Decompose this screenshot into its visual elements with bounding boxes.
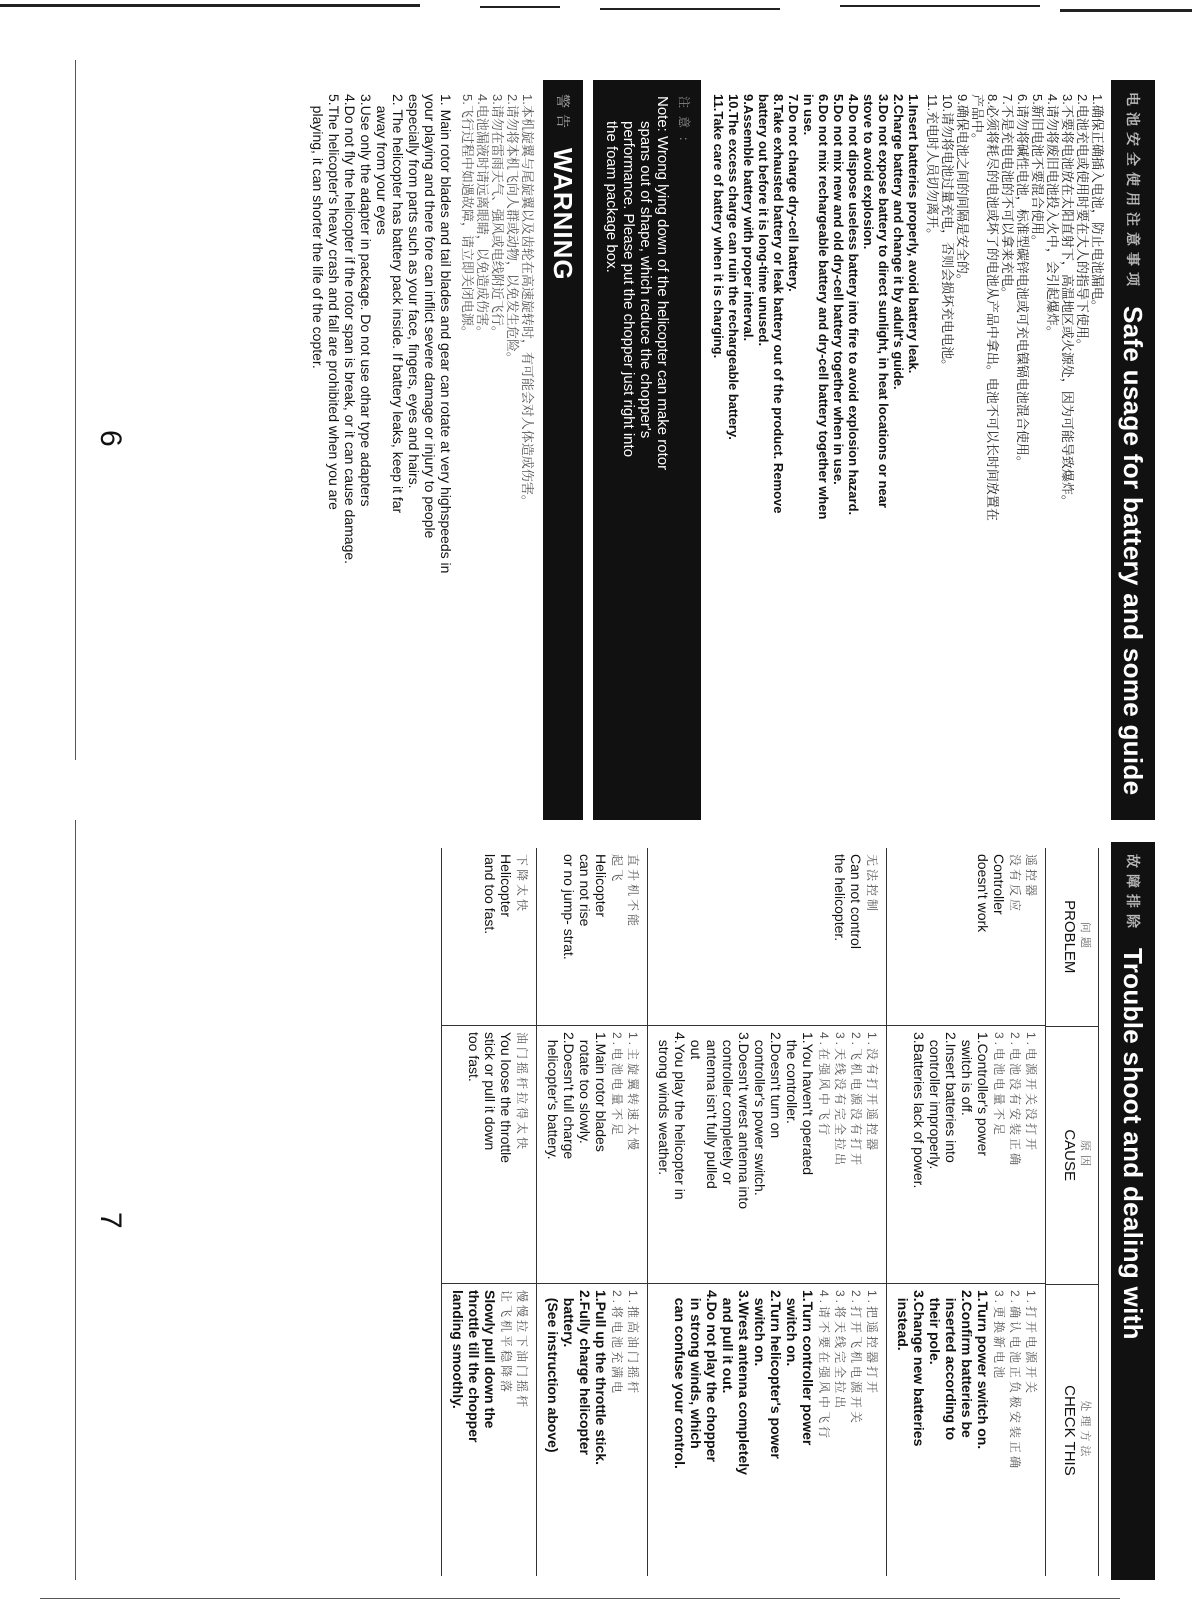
cell-line: out [688,1032,704,1060]
banner-cn-title: 故障排除 [1125,854,1141,934]
cell-line: 1.Turn controller power [800,1290,816,1446]
list-item: 3.请勿在雷雨天气、强风或电线附近飞行。 [490,94,505,339]
list-item: 8.Take exhausted battery or leak battery out of the product. Remove [771,94,786,514]
troubleshoot-banner [1111,842,1155,1580]
cell-line: 3.天线没有完全拉出 [833,1032,847,1169]
cell-line: 1.You haven't operated [800,1032,816,1176]
table-row [886,848,1045,1576]
list-item: 5.Do not mix new and old dry-cell battery together when in use. [831,94,846,485]
page-6 [65,80,1155,820]
cell-line: controller's power switch. [752,1032,768,1196]
cell-line: switch on. [752,1290,768,1367]
list-item: especially from parts such as your face, fingers, eyes and hairs. [406,94,422,489]
cell-line: 2.电池电量不足 [610,1032,624,1139]
troubleshoot-table [441,848,1099,1576]
list-item: stove to avoid explosion. [861,94,876,250]
cell-line: 2.确认电池正负极安装正确 [1008,1290,1022,1472]
list-item: 5.新旧电池不要混合使用。 [1030,94,1045,248]
cell-line: antenna isn't fully pulled [704,1032,720,1189]
cell-line: controller completely or [720,1032,736,1185]
cell-line: 2.Doesn't full charge [561,1032,577,1160]
cell-line: throttle till the chopper [466,1290,482,1443]
list-item: 11.充电时人员切勿离开。 [925,94,940,242]
cell-line: 2.Fully charge helicopter [577,1290,593,1455]
cell-problem [648,848,886,1026]
note-line: the foam package box. [603,96,620,273]
list-item: 2. The helicopter has battery pack inside. If battery leaks, keep it far [390,94,406,514]
banner-title: Safe usage for battery and some guide [1118,306,1149,796]
cell-line: 3.Change new batteries [911,1290,927,1447]
cell-line: 1.Turn power switch on. [975,1290,991,1450]
cell-cause [442,1026,536,1284]
warning-cn-label: 警告 [555,94,571,134]
note-cn-label: 注意： [677,96,691,157]
list-item: 10.The excess charge can ruin the rechargeable battery. [726,94,741,440]
cell-line: 1.电源开关没打开 [1024,1032,1038,1154]
list-item: 2.请勿将本机飞向人群或动物，以免发生危险。 [505,94,520,365]
list-item: battery out before it is long-time unused. [756,94,771,347]
table-row [647,848,886,1576]
cell-line: 1.推高油门摇杆 [626,1290,640,1397]
cell-line: 3.电池电量不足 [992,1032,1006,1139]
page-7 [65,842,1155,1580]
list-item: 4.请勿将废旧电池投入火中，会引起爆炸。 [1045,94,1060,339]
list-item: 6.请勿将碱性电池，标准型碳锌电池或可充电镍镉电池混合使用。 [1015,94,1030,469]
table-row [536,848,647,1576]
cell-line: their pole. [927,1290,943,1365]
cell-line: 1.Main rotor blades [593,1032,609,1152]
list-item: 2.Charge battery and change it by adult's guide. [891,94,906,390]
page-number: 7 [94,1212,127,1229]
list-item: 3.Use only the adapter in package. Do not use othar type adapters [358,94,374,507]
banner-title: Trouble shoot and dealing with [1118,948,1149,1340]
table-header [1045,848,1098,1576]
cell-line: You loose the throttle [498,1032,514,1164]
cell-check [887,1284,1045,1576]
cell-problem [537,848,647,1026]
header-cn: 原因 [1079,1140,1091,1171]
cell-line: 4.You play the helicopter in [672,1032,688,1200]
list-item: 4.电池漏液时请远离眼睛，以免造成伤害。 [475,94,490,339]
cell-line: 2.Insert batteries into [943,1032,959,1163]
cell-line: 3.Doesn't wrest antenna into [736,1032,752,1210]
cell-line: (See instruction above) [545,1290,561,1453]
cell-line: in strong winds, which [688,1290,704,1449]
cell-line: 让飞机平稳降落 [499,1290,513,1396]
cell-line: 2.飞机电源没有打开 [849,1032,863,1169]
list-item: 1.确保正确插入电池，防止电池漏电。 [1090,94,1105,313]
list-item: 8.必须将耗尽的电池或坏了的电池从产品中拿出。电池不可以长时间放置在 [985,94,1000,521]
list-item: 5.飞行过程中如遇故障，请立即关闭电源。 [460,94,475,339]
cell-line: helicopter's battery. [545,1032,561,1160]
cell-check [648,1284,886,1576]
list-item: 4.Do not dispose useless battery into fire to avoid explosion hazard. [846,94,861,516]
cell-line: instead. [895,1290,911,1351]
cell-line: can not rise [577,854,593,927]
cell-line: 3.Batteries lack of power. [911,1032,927,1189]
list-item: 10.请勿将电池过量充电，否则会损坏充电电池。 [940,94,955,373]
cell-check [537,1284,647,1576]
cell-line: too fast. [466,1032,482,1082]
header-cn: 问题 [1079,921,1091,952]
cell-line: controller improperly. [927,1032,943,1170]
cn-battery-list [925,94,1105,810]
cell-cause [537,1026,647,1284]
battery-safety-banner [1111,80,1155,820]
cell-line: Controller [991,854,1007,915]
list-item: 3.不要将电池放在太阳直射下，高温地区或火源处，因为可能导致爆炸。 [1060,94,1075,508]
cell-line: stick or pull it down [482,1032,498,1151]
banner-cn-title: 电池安全使用注意事项 [1125,92,1141,292]
cell-line: 慢慢拉下油门摇杆 [515,1290,529,1411]
cell-line: switch on. [784,1290,800,1367]
note-line: Note: Wrong lying down of the helicopter can make rotor [654,96,671,471]
note-line: spans out of shape, which reduce the chopper's [637,96,654,439]
scan-top-edge [0,0,1192,14]
list-item: playing, it can shorter the life of the copter. [310,94,326,369]
cell-line: and pull it out. [720,1290,736,1394]
list-item: 1.本机旋翼与尾旋翼以及齿轮在高速旋转时，有可能会对人体造成伤害。 [520,94,535,508]
cell-line: 3.Wrest antenna completely [736,1290,752,1475]
list-item: away from your eyes [374,94,390,235]
cell-line: 4.请不要在强风中飞行 [817,1290,831,1442]
cell-line: 1.没有打开遥控器 [865,1032,879,1154]
cell-line: battery. [561,1290,577,1348]
cell-line: Slowly pull down the [482,1290,498,1429]
cell-line: 2.打开飞机电源开关 [849,1290,863,1427]
cell-line: Can not control [848,854,864,949]
cell-line: 2.Doesn't turn on [768,1032,784,1139]
cell-line: 3.更换新电池 [992,1290,1006,1382]
cell-line: 没有反应 [1008,854,1022,915]
cell-line: 4.在强风中飞行 [817,1032,831,1139]
cell-cause [648,1026,886,1284]
cell-line: 2.Turn helicopter's power [768,1290,784,1459]
cell-line: land too fast. [482,854,498,935]
header-cn: 处理方法 [1079,1400,1091,1461]
cell-problem [442,848,536,1026]
cell-line: doesn't work [975,854,991,933]
rotated-manual-spread [65,80,1155,1580]
cell-line: 1.Pull up the throttle stick. [593,1290,609,1466]
cell-line: 1.把遥控器打开 [865,1290,879,1397]
cell-line: Helicopter [593,854,609,918]
cell-line: inserted according to [943,1290,959,1441]
cn-warning-list [460,94,535,810]
header-check [1046,1285,1098,1576]
cell-line: the helicopter. [832,854,848,942]
cell-line: 起飞 [610,854,624,885]
header-label: PROBLEM [1061,900,1078,974]
cell-problem [887,848,1045,1026]
header-label: CHECK THIS [1061,1385,1078,1476]
page-number: 6 [94,430,127,447]
cell-line: 4.Do not play the chopper [704,1290,720,1462]
cell-line: 遥控器 [1024,854,1038,900]
list-item: 产品中。 [970,94,985,147]
cell-line: 2.将电池充满电 [610,1290,624,1397]
cell-line: 1.Controller's power [975,1032,991,1157]
cell-line: 油门摇杆拉得太快 [515,1032,529,1153]
cell-line: or no jump- strat. [561,854,577,960]
cell-line: can confuse your control. [672,1290,688,1469]
list-item: 7.Do not charge dry-cell battery. [786,94,801,292]
cell-line: 1.打开电源开关 [1024,1290,1038,1397]
cell-line: landing smoothly. [450,1290,466,1409]
list-item: 2.电池充电或使用时要在大人的指导下使用。 [1075,94,1090,352]
header-problem [1046,848,1098,1027]
list-item: in use. [801,94,816,136]
header-label: CAUSE [1061,1129,1078,1181]
cell-line: 3.将天线完全拉出 [833,1290,847,1412]
en-battery-list [711,94,921,810]
list-item: 4.Do not fly the helicopter if the rotor span is break, or it can cause damage. [342,94,358,565]
scan-bottom-edge [40,1598,1120,1599]
cell-line: rotate too slowly. [577,1032,593,1144]
table-body [441,848,1045,1576]
list-item: 11.Take care of battery when it is charging. [711,94,726,359]
list-item: 1.Insert batteries properly, avoid battery leak. [906,94,921,374]
cell-line: 下降太快 [515,854,529,915]
list-item: 6.Do not mix rechargeable battery and dry-cell battery together when [816,94,831,520]
note-line: performance. Please put the chopper just right into [620,96,637,458]
cell-line: 无法控制 [865,854,879,915]
list-item: 3.Do not expose battery to direct sunlight, in heat locations or near [876,94,891,508]
cell-line: switch is off. [959,1032,975,1116]
note-text [603,96,671,804]
cell-line: 2.电池没有安装正确 [1008,1032,1022,1169]
header-cause [1046,1027,1098,1285]
cell-line: 1.主旋翼转速太慢 [626,1032,640,1154]
cell-line: strong winds weather. [656,1032,672,1176]
cell-check [442,1284,536,1576]
list-item: 5.The helicopter's heavy crash and fall are prohibited when you are [326,94,342,510]
cell-line: the controller. [784,1032,800,1124]
warning-banner [543,80,583,820]
cell-line: 2.Confirm batteries be [959,1290,975,1438]
cell-cause [887,1026,1045,1284]
cell-line: Helicopter [498,854,514,918]
note-box [593,80,701,820]
list-item: your playing and there fore can inflict severe damage or injury to people [422,94,438,539]
cell-line: 直升机不能 [626,854,640,930]
list-item: 9.Assemble battery with proper interval. [741,94,756,342]
warning-title: WARNING [548,148,579,281]
list-item: 9.确保电池之间的间隔是安全的。 [955,94,970,287]
list-item: 1. Main rotor blades and tail blades and gear can rotate at very highspeeds in [438,94,454,574]
list-item: 7.不是充电电池的不可以拿来充电。 [1000,94,1015,300]
en-warning-list [310,94,454,810]
table-row [441,848,536,1576]
